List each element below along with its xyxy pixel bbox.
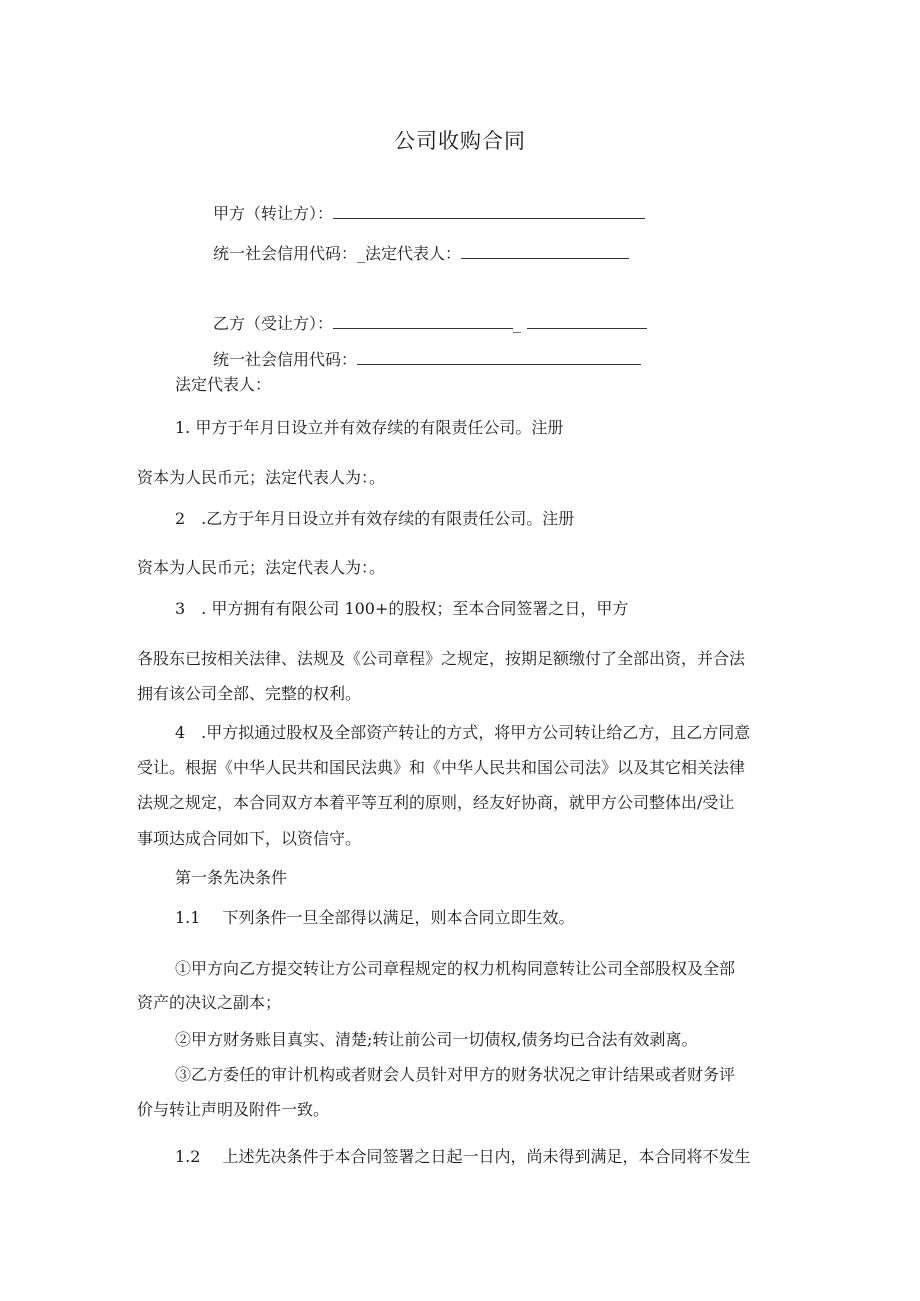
condition-2: ②甲方财务账目真实、清楚;转让前公司一切债权,债务均已合法有效剥离。 (175, 1030, 698, 1049)
party-a-credit-code-label: 统一社会信用代码： (213, 244, 358, 263)
party-b-blank-1[interactable] (333, 313, 513, 329)
clause-4-line-2: 受让。根据《中华人民共和国民法典》和《中华人民共和国公司法》以及其它相关法律 (137, 758, 746, 777)
article-1-heading: 第一条先决条件 (175, 868, 288, 887)
clause-1-line-1: 1. 甲方于年月日设立并有效存续的有限责任公司。注册 (175, 418, 564, 437)
clause-1-line-2: 资本为人民币元；法定代表人为：。 (137, 468, 386, 487)
clause-3-line-1: 3 . 甲方拥有有限公司 100+的股权；至本合同签署之日，甲方 (175, 599, 629, 618)
clause-3-line-3: 拥有该公司全部、完整的权利。 (137, 684, 362, 703)
section-1-2 (175, 1147, 750, 1167)
document-title: 公司收购合同 (394, 129, 526, 153)
section-1-1 (175, 908, 574, 928)
condition-3-line-2: 价与转让声明及附件一致。 (137, 1100, 330, 1119)
condition-1-line-1: ①甲方向乙方提交转让方公司章程规定的权力机构同意转让公司全部股权及全部 (175, 959, 736, 978)
clause-2-line-2: 资本为人民币元；法定代表人为：。 (137, 558, 386, 577)
section-1-1-text: 下列条件一旦全部得以满足，则本合同立即生效。 (222, 908, 575, 927)
clause-4-line-1: 4 .甲方拟通过股权及全部资产转让的方式，将甲方公司转让给乙方，且乙方同意 (175, 723, 751, 742)
party-a-legal-rep-blank[interactable] (461, 243, 629, 259)
party-a-code-line (213, 243, 629, 263)
party-a-legal-rep-label: 法定代表人： (365, 244, 462, 263)
condition-1-line-2: 资产的决议之副本； (137, 993, 282, 1012)
section-1-2-text: 上述先决条件于本合同签署之日起一日内，尚未得到满足，本合同将不发生 (222, 1147, 751, 1166)
clause-4-line-3: 法规之规定，本合同双方本着平等互利的原则，经友好协商，就甲方公司整体出/受让 (137, 793, 735, 812)
party-b-label: 乙方（受让方）： (213, 314, 334, 333)
party-a-credit-code-underscore: _ (357, 244, 366, 263)
section-1-1-number: 1.1 (175, 908, 201, 927)
party-b-gap: _ (513, 314, 522, 333)
party-b-code-line (213, 349, 641, 369)
party-b-blank-2[interactable] (527, 313, 647, 329)
clause-2-line-1: 2 .乙方于年月日设立并有效存续的有限责任公司。注册 (175, 509, 575, 528)
party-b-legal-rep: 法定代表人： (175, 375, 272, 394)
clause-4-line-4: 事项达成合同如下，以资信守。 (137, 829, 362, 848)
party-b-credit-code-label: 统一社会信用代码： (213, 350, 358, 369)
condition-3-line-1: ③乙方委任的审计机构或者财会人员针对甲方的财务状况之审计结果或者财务评 (175, 1065, 736, 1084)
party-a-blank[interactable] (333, 203, 645, 219)
section-1-2-number: 1.2 (175, 1147, 201, 1166)
party-b-credit-code-blank[interactable] (357, 349, 641, 365)
party-b-line (213, 313, 647, 333)
clause-3-line-2: 各股东已按相关法律、法规及《公司章程》之规定，按期足额缴付了全部出资，并合法 (137, 649, 746, 668)
party-a-line (213, 203, 645, 223)
party-a-label: 甲方（转让方）： (213, 204, 334, 223)
